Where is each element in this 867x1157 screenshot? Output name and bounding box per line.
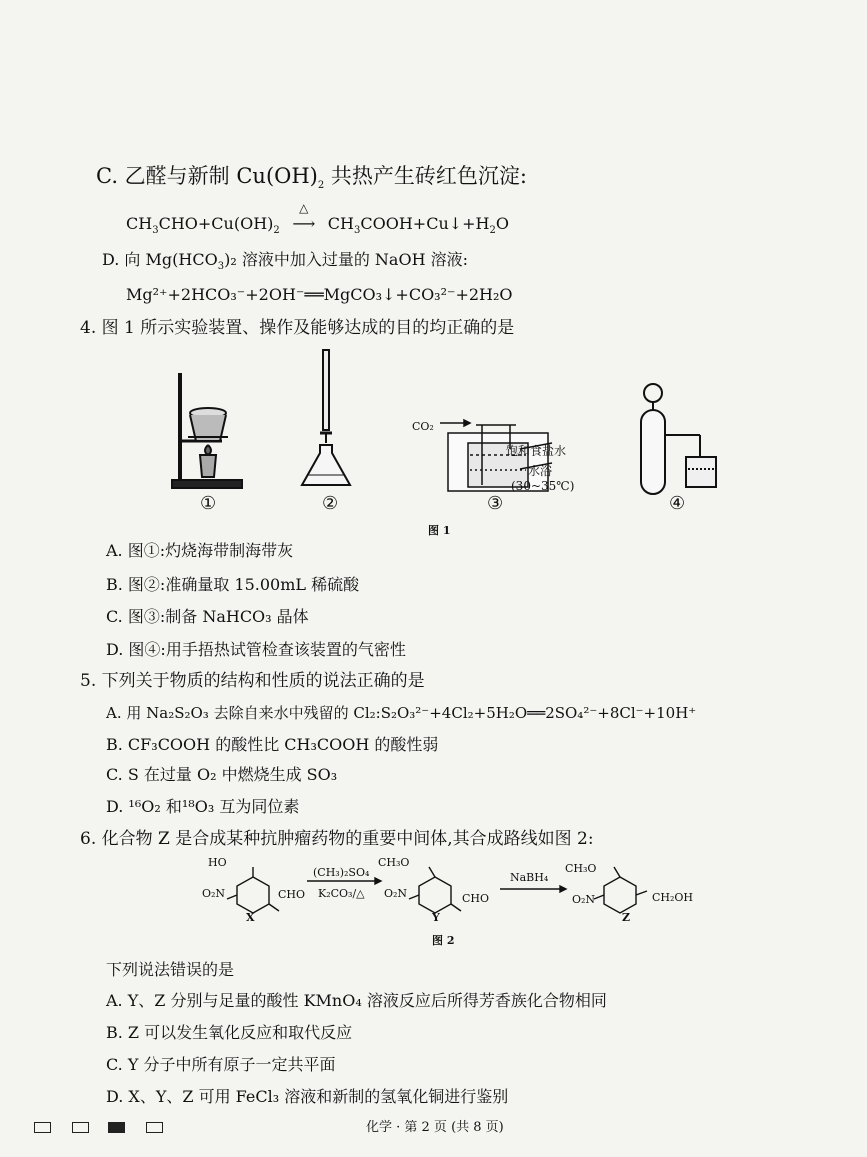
figure-2-caption: 图 2 (432, 934, 455, 947)
q6-stem: 6. 化合物 Z 是合成某种抗肿瘤药物的重要中间体,其合成路线如图 2: (80, 829, 594, 849)
q4-option-b: B. 图②:准确量取 15.00mL 稀硫酸 (106, 575, 360, 594)
q5-option-d: D. ¹⁶O₂ 和¹⁸O₃ 互为同位素 (106, 797, 300, 816)
q3-option-d-equation: Mg²⁺+2HCO₃⁻+2OH⁻══MgCO₃↓+CO₃²⁻+2H₂O (126, 285, 513, 304)
fig3-co2-label: CO₂ (412, 420, 434, 433)
q4-stem: 4. 图 1 所示实验装置、操作及能够达成的目的均正确的是 (80, 318, 515, 338)
q6-option-b: B. Z 可以发生氧化反应和取代反应 (106, 1023, 353, 1042)
x-ho: HO (208, 856, 227, 869)
x-no2: O₂N (202, 887, 226, 900)
z-ch3o: CH₃O (565, 862, 597, 875)
q6-option-d: D. X、Y、Z 可用 FeCl₃ 溶液和新制的氢氧化铜进行鉴别 (106, 1087, 509, 1106)
ring-y (419, 877, 451, 913)
x-name: X (246, 911, 255, 924)
apparatus-2-burette (302, 350, 350, 485)
apparatus-1-crucible (172, 373, 242, 488)
y-ch3o: CH₃O (378, 856, 410, 869)
q3-option-c-label: C. 乙醛与新制 $Cu(OH)_2$ 共热产生砖红色沉淀: (96, 164, 527, 192)
y-cho: CHO (462, 892, 490, 905)
apparatus-4-test-tube (641, 384, 716, 494)
q3-option-c-equation: $CH_3CHO+Cu(OH)_2$ △ ⟶ $CH_3COOH+Cu↓+H_2O$ (126, 201, 510, 237)
y-name: Y (432, 911, 440, 924)
reagent-2-top: NaBH₄ (510, 871, 549, 884)
reagent-1-top: (CH₃)₂SO₄ (313, 866, 370, 879)
y-no2: O₂N (384, 887, 408, 900)
fig-label-1: ① (200, 493, 217, 514)
fig3-temp-label: (30~35℃) (511, 479, 575, 493)
footer-box-1 (34, 1122, 51, 1133)
figure-1-caption: 图 1 (428, 524, 451, 537)
x-cho: CHO (278, 888, 306, 901)
z-ch2oh: CH₂OH (652, 891, 694, 904)
reagent-1-bottom: K₂CO₃/△ (318, 887, 365, 900)
q5-option-a: A. 用 Na₂S₂O₃ 去除自来水中残留的 Cl₂:S₂O₃²⁻+4Cl₂+5H₂O══2SO₄²⁻+8Cl⁻+10H⁺ (106, 704, 697, 722)
figure-2-scheme (195, 855, 715, 935)
q4-option-a: A. 图①:灼烧海带制海带灰 (106, 541, 294, 560)
q5-option-c: C. S 在过量 O₂ 中燃烧生成 SO₃ (106, 765, 338, 784)
q4-option-d: D. 图④:用手捂热试管检查该装置的气密性 (106, 640, 406, 659)
q4-option-c: C. 图③:制备 NaHCO₃ 晶体 (106, 607, 309, 626)
fig-label-2: ② (322, 493, 339, 514)
q6-sub-stem: 下列说法错误的是 (106, 960, 235, 979)
ring-x (237, 877, 269, 913)
fig3-salt-label: 饱和食盐水 (506, 444, 567, 458)
q6-option-c: C. Y 分子中所有原子一定共平面 (106, 1055, 336, 1074)
z-name: Z (622, 911, 631, 924)
z-no2: O₂N (572, 893, 596, 906)
heating-arrow: △ ⟶ (292, 201, 316, 233)
footer-box-2 (72, 1122, 89, 1133)
q5-option-b: B. CF₃COOH 的酸性比 CH₃COOH 的酸性弱 (106, 735, 439, 754)
page-footer: 化学 · 第 2 页 (共 8 页) (366, 1120, 504, 1135)
q6-option-a: A. Y、Z 分别与足量的酸性 KMnO₄ 溶液反应后所得芳香族化合物相同 (106, 991, 607, 1010)
fig-label-4: ④ (669, 493, 686, 514)
q3-option-d-label: D. 向 $Mg(HCO_3)_2$ 溶液中加入过量的 NaOH 溶液: (102, 250, 468, 273)
fig-label-3: ③ (487, 493, 504, 514)
ring-z (604, 877, 636, 913)
footer-box-4 (146, 1122, 163, 1133)
q5-stem: 5. 下列关于物质的结构和性质的说法正确的是 (80, 671, 425, 691)
fig3-bath-label: 水浴 (528, 464, 553, 478)
footer-box-3 (108, 1122, 125, 1133)
figure-1-apparatus (160, 345, 750, 520)
